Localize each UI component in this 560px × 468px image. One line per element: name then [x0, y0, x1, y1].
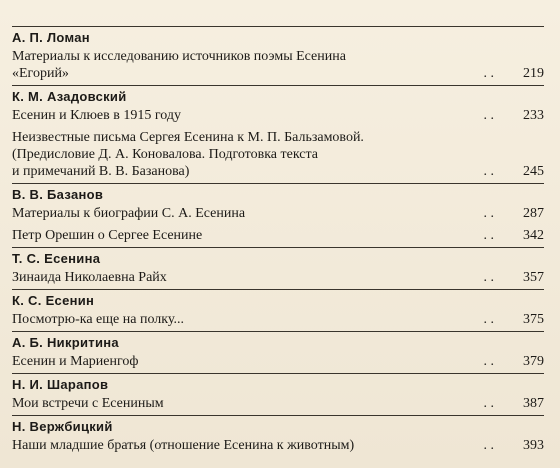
author-name: А. Б. Никритина — [12, 335, 119, 350]
page-number: 287 — [523, 206, 544, 221]
dot-leader: . . — [483, 270, 494, 285]
toc-entry — [12, 395, 544, 412]
page-number: 375 — [523, 312, 544, 327]
toc-entry — [12, 48, 544, 82]
toc-section — [12, 85, 544, 183]
author-name: А. П. Ломан — [12, 30, 90, 45]
page-number: 245 — [523, 164, 544, 179]
toc-entry — [12, 227, 544, 244]
entry-title: Мои встречи с Есениным — [12, 396, 164, 411]
toc-entry — [12, 205, 544, 222]
toc-section — [12, 331, 544, 373]
page-number: 393 — [523, 438, 544, 453]
dot-leader: . . — [483, 438, 494, 453]
author-name: К. М. Азадовский — [12, 89, 127, 104]
entry-title: Есенин и Мариенгоф — [12, 354, 139, 369]
entry-title: Посмотрю-ка еще на полку... — [12, 312, 184, 327]
dot-leader: . . — [483, 228, 494, 243]
page-number: 379 — [523, 354, 544, 369]
toc-section — [12, 415, 544, 457]
toc-section — [12, 373, 544, 415]
author-name: Н. Вержбицкий — [12, 419, 113, 434]
toc-entry — [12, 107, 544, 124]
dot-leader: . . — [483, 108, 494, 123]
entry-title: Материалы к исследованию источников поэмы Есенина «Егорий» — [12, 49, 346, 81]
page-number: 219 — [523, 66, 544, 81]
toc-section — [12, 247, 544, 289]
dot-leader: . . — [483, 206, 494, 221]
page-number: 387 — [523, 396, 544, 411]
toc-entry — [12, 129, 544, 180]
entry-title: Зинаида Николаевна Райх — [12, 270, 167, 285]
toc-section — [12, 289, 544, 331]
toc-section — [12, 26, 544, 85]
dot-leader: . . — [483, 354, 494, 369]
dot-leader: . . — [483, 66, 494, 81]
entry-title: Неизвестные письма Сергея Есенина к М. П. Бальзамовой. (Предисловие Д. А. Коновалова. Подготовка текста и примечаний В. В. Базанова) — [12, 130, 364, 179]
toc-entry — [12, 353, 544, 370]
dot-leader: . . — [483, 396, 494, 411]
entry-title: Есенин и Клюев в 1915 году — [12, 108, 181, 123]
entry-title: Материалы к биографии С. А. Есенина — [12, 206, 246, 221]
toc-entry — [12, 311, 544, 328]
page-number: 233 — [523, 108, 544, 123]
entry-title: Наши младшие братья (отношение Есенина к животным) — [12, 438, 355, 453]
page-number: 342 — [523, 228, 544, 243]
dot-leader: . . — [483, 164, 494, 179]
author-name: Н. И. Шарапов — [12, 377, 109, 392]
toc-section — [12, 183, 544, 247]
author-name: В. В. Базанов — [12, 187, 104, 202]
toc-entry — [12, 437, 544, 454]
author-name: Т. С. Есенина — [12, 251, 101, 266]
entry-title: Петр Орешин о Сергее Есенине — [12, 228, 203, 243]
author-name: К. С. Есенин — [12, 293, 95, 308]
table-of-contents — [12, 0, 544, 457]
dot-leader: . . — [483, 312, 494, 327]
toc-entry — [12, 269, 544, 286]
page-number: 357 — [523, 270, 544, 285]
